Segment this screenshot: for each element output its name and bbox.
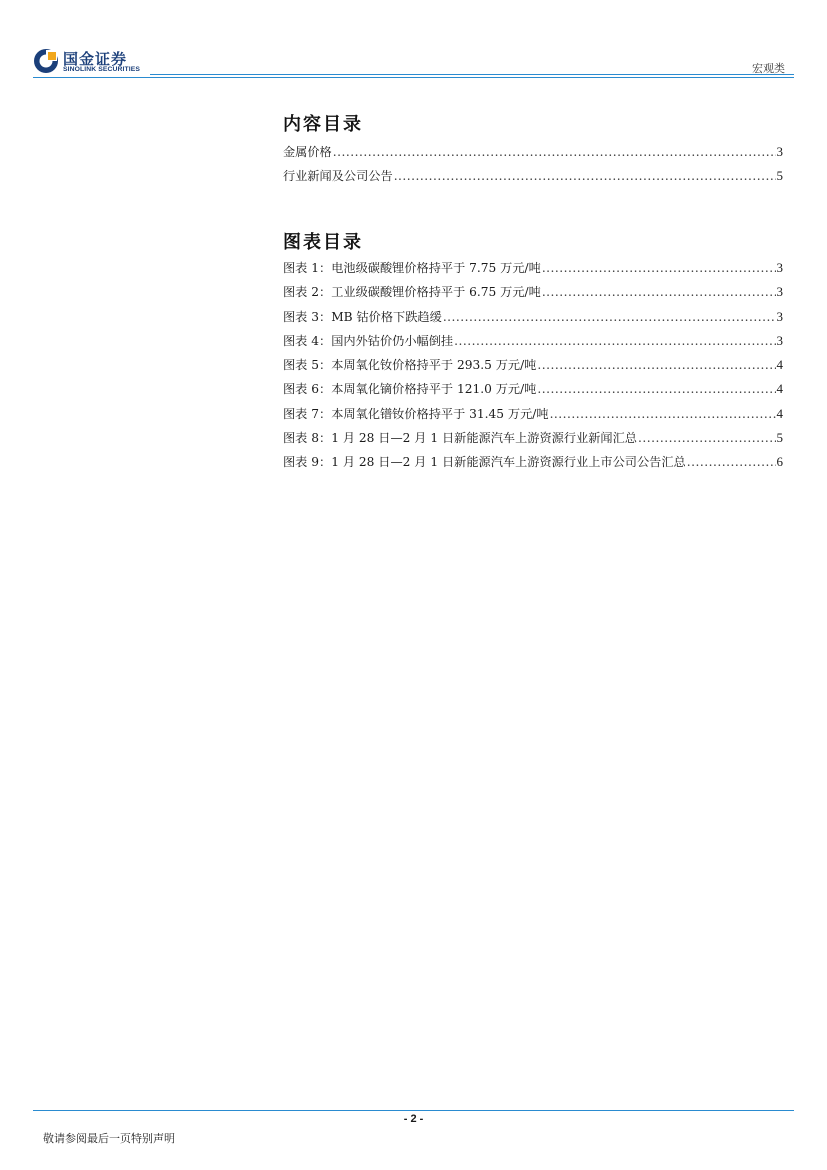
- logo-english-name: SINOLINK SECURITIES: [63, 66, 141, 73]
- figure-entry-page: 4: [776, 381, 783, 397]
- leader-dots: [443, 310, 776, 324]
- toc-entry-metal-prices[interactable]: [283, 143, 783, 167]
- toc-entry-label: 金属价格: [283, 145, 332, 159]
- figure-entry-page: 3: [776, 332, 783, 348]
- figure-entry-label: 图表 1：电池级碳酸锂价格持平于 7.75 万元/吨: [283, 261, 541, 275]
- figure-entry[interactable]: [283, 429, 783, 453]
- figure-entry-page: 3: [776, 260, 783, 275]
- figure-entry[interactable]: [283, 259, 783, 283]
- leader-dots: [394, 169, 776, 183]
- toc-entry-page: 3: [776, 144, 783, 159]
- figure-entry-page: 3: [776, 308, 783, 324]
- figures-heading: 图表目录: [283, 232, 363, 253]
- figure-entry[interactable]: [283, 405, 783, 429]
- company-logo: [33, 46, 153, 78]
- figure-entry[interactable]: [283, 332, 783, 356]
- figure-entry-label: 图表 5：本周氧化钕价格持平于 293.5 万元/吨: [283, 358, 537, 373]
- figure-entry-label: 图表 7：本周氧化镨钕价格持平于 31.45 万元/吨: [283, 406, 549, 421]
- report-category: 宏观类: [752, 62, 785, 75]
- figure-entry-page: 4: [776, 357, 783, 373]
- figure-entry-label: 图表 3：MB 钴价格下跌趋缓: [283, 309, 442, 324]
- figure-entry-page: 6: [776, 454, 783, 470]
- figure-entry[interactable]: [283, 380, 783, 404]
- leader-dots: [542, 285, 776, 299]
- footer-divider: [33, 1110, 794, 1111]
- leader-dots: [550, 407, 776, 421]
- figure-entry-page: 5: [776, 430, 783, 446]
- leader-dots: [542, 261, 776, 275]
- header-divider-thin: [150, 74, 794, 75]
- leader-dots: [333, 145, 776, 159]
- logo-chinese-name: 国金证券: [63, 50, 128, 68]
- toc-entry-industry-news[interactable]: [283, 167, 783, 191]
- figures-list: [283, 259, 783, 478]
- header-divider: [33, 77, 794, 78]
- figure-entry-label: 图表 4：国内外钴价仍小幅倒挂: [283, 333, 454, 348]
- figure-entry-label: 图表 9：1 月 28 日—2 月 1 日新能源汽车上游资源行业上市公司公告汇总: [283, 455, 686, 470]
- figure-entry[interactable]: [283, 356, 783, 380]
- figure-entry[interactable]: [283, 453, 783, 477]
- leader-dots: [537, 382, 775, 396]
- leader-dots: [537, 358, 775, 372]
- figure-entry-page: 4: [776, 405, 783, 421]
- leader-dots: [638, 431, 776, 445]
- figure-entry[interactable]: [283, 283, 783, 307]
- contents-list: [283, 143, 783, 192]
- figure-entry-label: 图表 8：1 月 28 日—2 月 1 日新能源汽车上游资源行业新闻汇总: [283, 431, 637, 446]
- figure-entry[interactable]: [283, 308, 783, 332]
- footer-disclaimer: 敬请参阅最后一页特别声明: [43, 1132, 175, 1145]
- figure-entry-label: 图表 6：本周氧化镝价格持平于 121.0 万元/吨: [283, 382, 537, 397]
- leader-dots: [454, 334, 775, 348]
- leader-dots: [687, 455, 776, 469]
- figure-entry-label: 图表 2：工业级碳酸锂价格持平于 6.75 万元/吨: [283, 285, 541, 300]
- figure-entry-page: 3: [776, 284, 783, 300]
- contents-heading: 内容目录: [283, 114, 363, 135]
- page-number: - 2 -: [403, 1113, 424, 1125]
- toc-entry-page: 5: [776, 168, 783, 184]
- toc-entry-label: 行业新闻及公司公告: [283, 169, 393, 184]
- sinolink-logo-icon: [33, 48, 59, 74]
